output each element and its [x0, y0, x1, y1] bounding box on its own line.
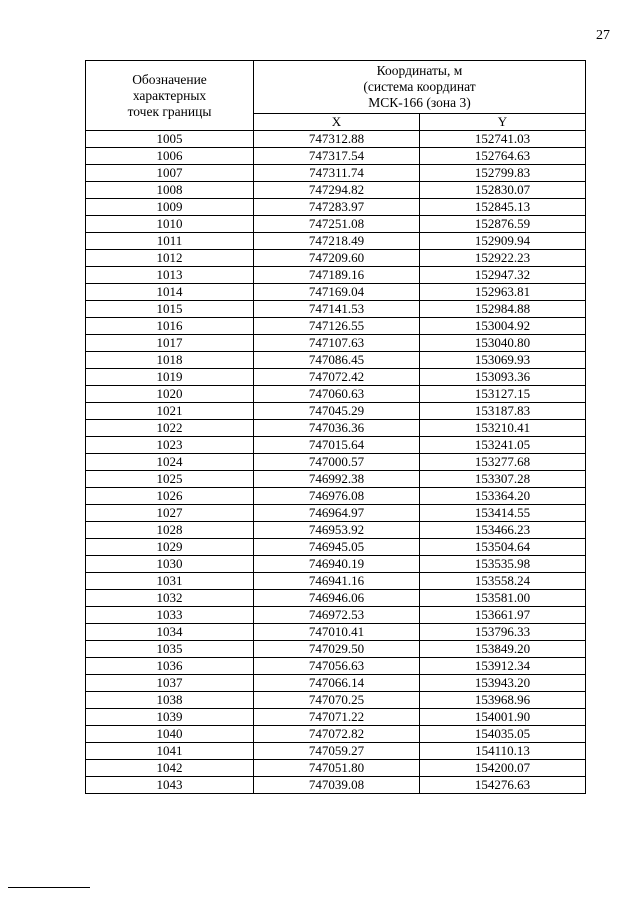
y-coordinate-cell: 153943.20 — [420, 675, 586, 692]
table-header-row — [86, 61, 586, 114]
point-id-cell: 1022 — [86, 420, 254, 437]
header-point-designation — [86, 61, 254, 131]
y-coordinate-cell: 153849.20 — [420, 641, 586, 658]
y-coordinate-cell: 154035.05 — [420, 726, 586, 743]
point-id-cell: 1025 — [86, 471, 254, 488]
y-coordinate-cell: 152876.59 — [420, 216, 586, 233]
x-coordinate-cell: 746964.97 — [254, 505, 420, 522]
header-coords-line: Координаты, м — [376, 63, 463, 78]
y-coordinate-cell: 152741.03 — [420, 131, 586, 148]
point-id-cell: 1031 — [86, 573, 254, 590]
table-row — [86, 420, 586, 437]
x-coordinate-cell: 747141.53 — [254, 301, 420, 318]
table-row — [86, 403, 586, 420]
footnote-separator — [8, 887, 90, 888]
x-coordinate-cell: 747312.88 — [254, 131, 420, 148]
y-coordinate-cell: 153912.34 — [420, 658, 586, 675]
y-coordinate-cell: 153277.68 — [420, 454, 586, 471]
point-id-cell: 1040 — [86, 726, 254, 743]
x-coordinate-cell: 747045.29 — [254, 403, 420, 420]
table-row — [86, 284, 586, 301]
y-coordinate-cell: 153187.83 — [420, 403, 586, 420]
y-coordinate-cell: 152764.63 — [420, 148, 586, 165]
table-row — [86, 267, 586, 284]
y-coordinate-cell: 153661.97 — [420, 607, 586, 624]
x-coordinate-cell: 747029.50 — [254, 641, 420, 658]
header-point-line: точек границы — [127, 103, 212, 119]
y-coordinate-cell: 153004.92 — [420, 318, 586, 335]
point-id-cell: 1005 — [86, 131, 254, 148]
x-coordinate-cell: 747036.36 — [254, 420, 420, 437]
point-id-cell: 1020 — [86, 386, 254, 403]
x-coordinate-cell: 747189.16 — [254, 267, 420, 284]
header-point-line: Обозначение — [132, 71, 207, 87]
header-coords-line: (система координат — [363, 79, 476, 94]
table-row — [86, 573, 586, 590]
y-coordinate-cell: 153127.15 — [420, 386, 586, 403]
point-id-cell: 1015 — [86, 301, 254, 318]
x-coordinate-cell: 747311.74 — [254, 165, 420, 182]
point-id-cell: 1028 — [86, 522, 254, 539]
table-row — [86, 505, 586, 522]
point-id-cell: 1018 — [86, 352, 254, 369]
point-id-cell: 1034 — [86, 624, 254, 641]
x-coordinate-cell: 747072.82 — [254, 726, 420, 743]
page-number: 27 — [596, 28, 610, 43]
y-coordinate-cell: 154200.07 — [420, 760, 586, 777]
x-coordinate-cell: 747051.80 — [254, 760, 420, 777]
point-id-cell: 1010 — [86, 216, 254, 233]
point-id-cell: 1038 — [86, 692, 254, 709]
table-row — [86, 590, 586, 607]
y-coordinate-cell: 152922.23 — [420, 250, 586, 267]
table-row — [86, 148, 586, 165]
point-id-cell: 1030 — [86, 556, 254, 573]
x-coordinate-cell: 746945.05 — [254, 539, 420, 556]
table-row — [86, 726, 586, 743]
y-coordinate-cell: 153581.00 — [420, 590, 586, 607]
y-coordinate-cell: 152963.81 — [420, 284, 586, 301]
x-coordinate-cell: 747086.45 — [254, 352, 420, 369]
x-coordinate-cell: 747209.60 — [254, 250, 420, 267]
y-coordinate-cell: 153414.55 — [420, 505, 586, 522]
table-row — [86, 641, 586, 658]
point-id-cell: 1006 — [86, 148, 254, 165]
y-coordinate-cell: 152909.94 — [420, 233, 586, 250]
y-coordinate-cell: 153466.23 — [420, 522, 586, 539]
table-row — [86, 216, 586, 233]
table-row — [86, 743, 586, 760]
y-coordinate-cell: 152830.07 — [420, 182, 586, 199]
point-id-cell: 1019 — [86, 369, 254, 386]
x-coordinate-cell: 746940.19 — [254, 556, 420, 573]
table-row — [86, 301, 586, 318]
table-row — [86, 709, 586, 726]
table-row — [86, 437, 586, 454]
table-row — [86, 335, 586, 352]
header-y: Y — [420, 114, 586, 131]
point-id-cell: 1032 — [86, 590, 254, 607]
y-coordinate-cell: 153241.05 — [420, 437, 586, 454]
y-coordinate-cell: 153040.80 — [420, 335, 586, 352]
table-row — [86, 250, 586, 267]
x-coordinate-cell: 747060.63 — [254, 386, 420, 403]
x-coordinate-cell: 746972.53 — [254, 607, 420, 624]
x-coordinate-cell: 747010.41 — [254, 624, 420, 641]
table-row — [86, 165, 586, 182]
header-x: X — [254, 114, 420, 131]
point-id-cell: 1009 — [86, 199, 254, 216]
x-coordinate-cell: 747251.08 — [254, 216, 420, 233]
header-coords-line: МСК-166 (зона 3) — [368, 95, 471, 110]
y-coordinate-cell: 153069.93 — [420, 352, 586, 369]
y-coordinate-cell: 153093.36 — [420, 369, 586, 386]
point-id-cell: 1042 — [86, 760, 254, 777]
point-id-cell: 1008 — [86, 182, 254, 199]
table-row — [86, 352, 586, 369]
y-coordinate-cell: 152947.32 — [420, 267, 586, 284]
table-row — [86, 199, 586, 216]
y-coordinate-cell: 152845.13 — [420, 199, 586, 216]
point-id-cell: 1037 — [86, 675, 254, 692]
point-id-cell: 1011 — [86, 233, 254, 250]
coordinates-table — [85, 60, 586, 794]
y-coordinate-cell: 154276.63 — [420, 777, 586, 794]
y-coordinate-cell: 153968.96 — [420, 692, 586, 709]
point-id-cell: 1033 — [86, 607, 254, 624]
point-id-cell: 1016 — [86, 318, 254, 335]
point-id-cell: 1013 — [86, 267, 254, 284]
x-coordinate-cell: 747283.97 — [254, 199, 420, 216]
x-coordinate-cell: 747066.14 — [254, 675, 420, 692]
header-coordinates — [254, 61, 586, 114]
y-coordinate-cell: 153307.28 — [420, 471, 586, 488]
y-coordinate-cell: 153796.33 — [420, 624, 586, 641]
x-coordinate-cell: 747169.04 — [254, 284, 420, 301]
x-coordinate-cell: 746976.08 — [254, 488, 420, 505]
x-coordinate-cell: 747070.25 — [254, 692, 420, 709]
table-row — [86, 607, 586, 624]
x-coordinate-cell: 747056.63 — [254, 658, 420, 675]
point-id-cell: 1012 — [86, 250, 254, 267]
point-id-cell: 1036 — [86, 658, 254, 675]
point-id-cell: 1041 — [86, 743, 254, 760]
table-row — [86, 131, 586, 148]
y-coordinate-cell: 153210.41 — [420, 420, 586, 437]
x-coordinate-cell: 747072.42 — [254, 369, 420, 386]
x-coordinate-cell: 747059.27 — [254, 743, 420, 760]
point-id-cell: 1029 — [86, 539, 254, 556]
point-id-cell: 1027 — [86, 505, 254, 522]
point-id-cell: 1017 — [86, 335, 254, 352]
point-id-cell: 1035 — [86, 641, 254, 658]
x-coordinate-cell: 747039.08 — [254, 777, 420, 794]
x-coordinate-cell: 746992.38 — [254, 471, 420, 488]
table-row — [86, 182, 586, 199]
table-row — [86, 386, 586, 403]
table-row — [86, 522, 586, 539]
point-id-cell: 1021 — [86, 403, 254, 420]
y-coordinate-cell: 154110.13 — [420, 743, 586, 760]
table-row — [86, 675, 586, 692]
table-row — [86, 369, 586, 386]
point-id-cell: 1014 — [86, 284, 254, 301]
x-coordinate-cell: 747218.49 — [254, 233, 420, 250]
x-coordinate-cell: 746941.16 — [254, 573, 420, 590]
table-row — [86, 692, 586, 709]
x-coordinate-cell: 747126.55 — [254, 318, 420, 335]
x-coordinate-cell: 746946.06 — [254, 590, 420, 607]
table-row — [86, 624, 586, 641]
table-row — [86, 488, 586, 505]
point-id-cell: 1039 — [86, 709, 254, 726]
x-coordinate-cell: 747000.57 — [254, 454, 420, 471]
y-coordinate-cell: 153364.20 — [420, 488, 586, 505]
table-row — [86, 760, 586, 777]
y-coordinate-cell: 153504.64 — [420, 539, 586, 556]
table-row — [86, 318, 586, 335]
header-point-line: характерных — [132, 87, 207, 103]
x-coordinate-cell: 747107.63 — [254, 335, 420, 352]
y-coordinate-cell: 152984.88 — [420, 301, 586, 318]
point-id-cell: 1007 — [86, 165, 254, 182]
y-coordinate-cell: 152799.83 — [420, 165, 586, 182]
table-row — [86, 777, 586, 794]
x-coordinate-cell: 747071.22 — [254, 709, 420, 726]
x-coordinate-cell: 747294.82 — [254, 182, 420, 199]
x-coordinate-cell: 747317.54 — [254, 148, 420, 165]
x-coordinate-cell: 746953.92 — [254, 522, 420, 539]
y-coordinate-cell: 153558.24 — [420, 573, 586, 590]
y-coordinate-cell: 153535.98 — [420, 556, 586, 573]
y-coordinate-cell: 154001.90 — [420, 709, 586, 726]
table-body — [86, 131, 586, 794]
table-row — [86, 471, 586, 488]
table-row — [86, 539, 586, 556]
table-row — [86, 233, 586, 250]
point-id-cell: 1043 — [86, 777, 254, 794]
point-id-cell: 1026 — [86, 488, 254, 505]
point-id-cell: 1023 — [86, 437, 254, 454]
table-row — [86, 454, 586, 471]
table-row — [86, 658, 586, 675]
point-id-cell: 1024 — [86, 454, 254, 471]
table-row — [86, 556, 586, 573]
x-coordinate-cell: 747015.64 — [254, 437, 420, 454]
